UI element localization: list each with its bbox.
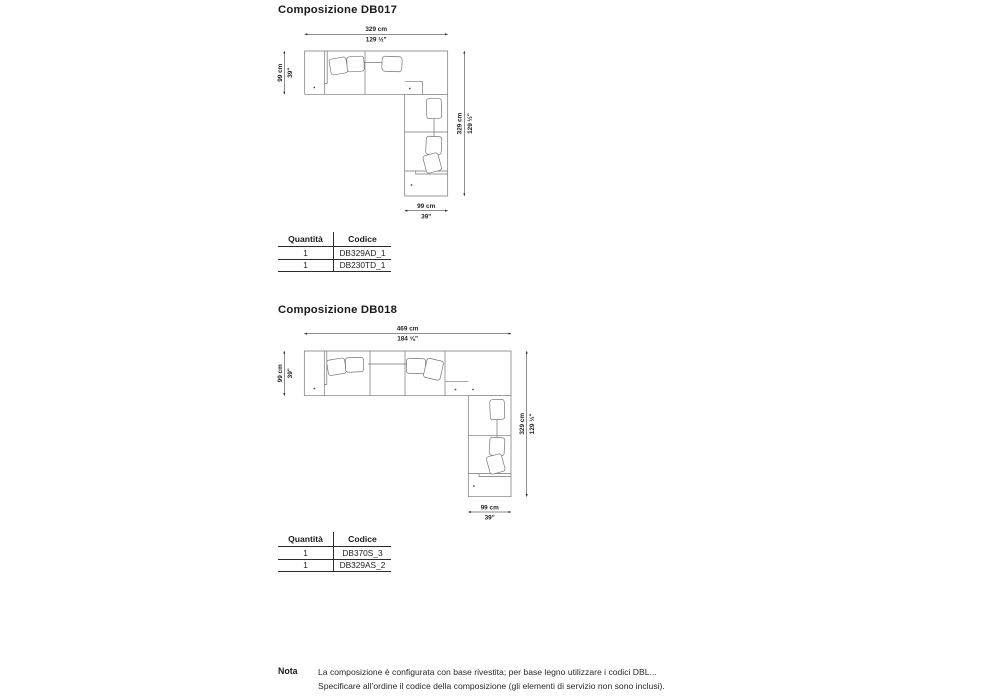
seat-cushions xyxy=(329,56,442,174)
dim-right-in-label: 129 ½" xyxy=(466,113,474,134)
code-cell: DB230TD_1 xyxy=(333,260,391,272)
composition-title-db017: Composizione DB017 xyxy=(278,4,398,16)
table-row xyxy=(278,560,391,573)
note-label: Nota xyxy=(278,666,298,676)
code-cell: DB329AS_2 xyxy=(333,560,391,572)
dimension-bottom xyxy=(405,203,448,220)
dim-top-in-label: 129 ½" xyxy=(365,36,387,44)
sofa-outline xyxy=(305,51,448,196)
code-cell: DB329AD_1 xyxy=(333,247,391,259)
code-header-cell: Codice xyxy=(333,232,391,246)
codes-table-db018 xyxy=(278,532,391,572)
table-row xyxy=(278,260,391,273)
quantity-header-cell: Quantità xyxy=(288,534,323,544)
dimension-bottom xyxy=(468,504,511,521)
dim-right-cm-label: 329 cm xyxy=(518,412,526,435)
dim-top-in-label: 184 ⅝" xyxy=(397,335,419,343)
dim-bottom-in-label: 39" xyxy=(421,213,432,221)
table-row xyxy=(278,547,391,560)
quantity-cell: 1 xyxy=(303,260,308,271)
dimension-right xyxy=(457,51,474,196)
code-header-cell: Codice xyxy=(333,532,391,546)
dim-left-in-label: 39" xyxy=(287,368,294,379)
foot-markers xyxy=(313,87,412,186)
quantity-header-cell: Quantità xyxy=(288,234,323,244)
dim-right-in-label: 129 ½" xyxy=(529,413,537,435)
dim-left-cm-label: 99 cm xyxy=(277,63,284,82)
foot-markers xyxy=(313,388,474,487)
quantity-cell: 1 xyxy=(303,247,308,258)
dimension-left xyxy=(277,351,294,396)
dim-top-cm-label: 469 cm xyxy=(396,325,419,333)
dim-top-cm-label: 329 cm xyxy=(365,26,388,33)
table-header-row xyxy=(278,532,391,547)
quantity-cell: 1 xyxy=(303,560,308,571)
table-row xyxy=(278,247,391,260)
code-cell: DB370S_3 xyxy=(333,547,391,559)
note-line: Specificare all’ordine il codice della composizione (gli elementi di servizio non sono inclusi). xyxy=(318,680,665,691)
seat-cushions xyxy=(326,357,505,475)
codes-table-db017 xyxy=(278,232,391,272)
note-text xyxy=(318,666,665,693)
composition-title-db018: Composizione DB018 xyxy=(278,304,398,316)
note-line: La composizione è configurata con base rivestita; per base legno utilizzare i codici DBL... xyxy=(318,667,657,677)
dim-right-cm-label: 329 cm xyxy=(456,112,464,135)
dim-bottom-cm-label: 99 cm xyxy=(417,203,436,210)
table-header-row xyxy=(278,232,391,247)
dim-left-cm-label: 99 cm xyxy=(277,364,284,383)
dimension-right xyxy=(519,351,536,497)
dimension-top xyxy=(305,26,448,43)
quantity-cell: 1 xyxy=(303,547,308,558)
plan-drawing-db017 xyxy=(270,20,490,232)
plan-drawing-db018 xyxy=(270,320,545,526)
dim-left-in-label: 39" xyxy=(287,67,294,78)
dimension-left xyxy=(277,51,294,94)
dim-bottom-cm-label: 99 cm xyxy=(480,504,499,512)
dimension-top xyxy=(304,325,511,342)
dim-bottom-in-label: 39" xyxy=(484,514,495,522)
